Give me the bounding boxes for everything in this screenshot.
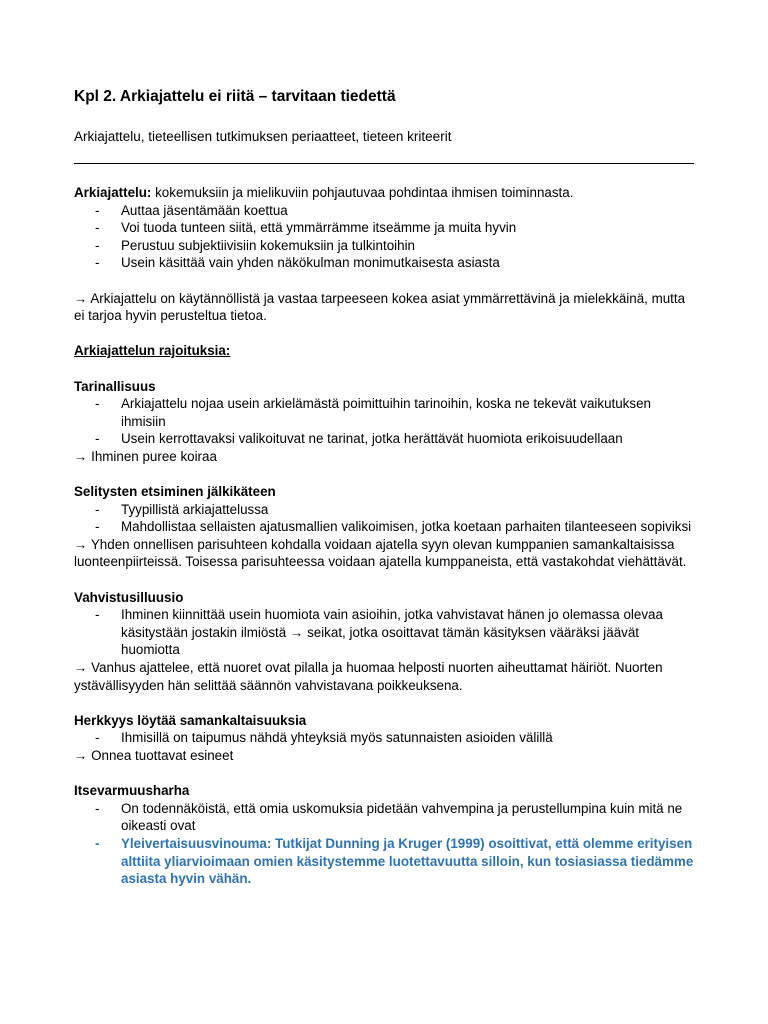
horizontal-rule xyxy=(74,163,694,164)
list-item: - Auttaa jäsentämään koettua xyxy=(121,202,696,220)
arkiajattelu-conclusion: → Arkiajattelu on käytännöllistä ja vastaa tarpeeseen kokea asiat ymmärrettävinä ja mielekkäinä, mutta ei tarjoa hyvin perusteltua tietoa. xyxy=(74,290,686,324)
section-heading-herkkyys: Herkkyys löytää samankaltaisuuksia xyxy=(74,712,307,728)
list-item: - Ihmisillä on taipumus nähdä yhteyksiä myös satunnaisten asioiden välillä xyxy=(121,729,696,747)
definition-text: kokemuksiin ja mielikuviin pohjautuvaa pohdintaa ihmisen toiminnasta. xyxy=(151,185,574,200)
herkkyys-list xyxy=(74,729,696,747)
selitykset-list xyxy=(74,501,696,536)
section-heading-tarinallisuus: Tarinallisuus xyxy=(74,378,156,394)
arrow-icon: → xyxy=(74,536,88,552)
arrow-icon: → xyxy=(74,290,88,306)
list-item: - Usein kerrottavaksi valikoituvat ne tarinat, jotka herättävät huomiota erikoisuudellaan xyxy=(121,430,696,448)
list-item: - Mahdollistaa sellaisten ajatusmallien valikoimisen, jotka koetaan parhaiten tilanteeseen sopiviksi xyxy=(121,518,696,536)
tarinallisuus-example: → Ihminen puree koiraa xyxy=(74,448,217,464)
term-label: Arkiajattelu: xyxy=(74,185,152,200)
vahvistus-example: → Vanhus ajattelee, että nuoret ovat pilalla ja huomaa helposti nuorten aiheuttamat häiriöt. Nuorten ystävällisyyden hän selittää säännön vahvistavana poikkeuksena. xyxy=(74,660,663,693)
vahvistus-list xyxy=(74,606,696,659)
arrow-icon: → xyxy=(74,660,88,676)
list-item: - Ihminen kiinnittää usein huomiota vain asioihin, jotka vahvistavat hänen jo olemassa olevaa käsitystään jostakin ilmiöstä → seikat, jotka osoittavat tämän käsityksen vääräksi jäävät huomiotta xyxy=(121,606,696,659)
page-title: Kpl 2. Arkiajattelu ei riitä – tarvitaan tiedettä xyxy=(74,88,396,105)
list-item: - On todennäköistä, että omia uskomuksia pidetään vahvempina ja perustellumpina kuin mitä ne oikeasti ovat xyxy=(121,800,696,835)
itsevarmuus-list xyxy=(74,800,696,888)
section-heading-vahvistus: Vahvistusilluusio xyxy=(74,589,184,605)
list-item: - Usein käsittää vain yhden näkökulman monimutkaisesta asiasta xyxy=(121,254,696,272)
section-heading-itsevarmuus: Itsevarmuusharha xyxy=(74,783,190,799)
list-item: - Arkiajattelu nojaa usein arkielämästä poimittuihin tarinoihin, koska ne tekevät vaikutuksen ihmisiin xyxy=(121,395,696,430)
tarinallisuus-list xyxy=(74,395,696,448)
arrow-icon: → xyxy=(74,748,88,763)
document-body xyxy=(74,184,696,888)
herkkyys-example: → Onnea tuottavat esineet xyxy=(74,748,234,763)
arkiajattelu-list xyxy=(74,202,696,272)
list-item: - Voi tuoda tunteen siitä, että ymmärrämme itseämme ja muita hyvin xyxy=(121,219,696,237)
arkiajattelu-definition xyxy=(74,184,696,202)
arrow-icon: → xyxy=(74,448,88,464)
list-item: - Perustuu subjektiivisiin kokemuksiin ja tulkintoihin xyxy=(121,237,696,255)
section-heading-selitykset: Selitysten etsiminen jälkikäteen xyxy=(74,484,276,500)
section-heading-rajoitukset: Arkiajattelun rajoituksia: xyxy=(74,343,231,359)
arrow-icon: → xyxy=(289,624,304,640)
selitykset-example: → Yhden onnellisen parisuhteen kohdalla voidaan ajatella syyn olevan kumppanien samankaltaisissa luonteenpiirteissä. Toisessa parisuhteessa voidaan ajatella kumppaneista, että vastakohdat viehättävät. xyxy=(74,536,687,570)
highlight-item: - Yleivertaisuusvinouma: Tutkijat Dunning ja Kruger (1999) osoittivat, että olemme erityisen alttiita yliarvioimaan omien käsitystemme luotettavuutta silloin, kun tosiasiassa tiedämme asiasta hyvin vähän. xyxy=(121,835,696,888)
page-subtitle: Arkiajattelu, tieteellisen tutkimuksen periaatteet, tieteen kriteerit xyxy=(74,129,452,144)
list-item: - Tyypillistä arkiajattelussa xyxy=(121,501,696,519)
